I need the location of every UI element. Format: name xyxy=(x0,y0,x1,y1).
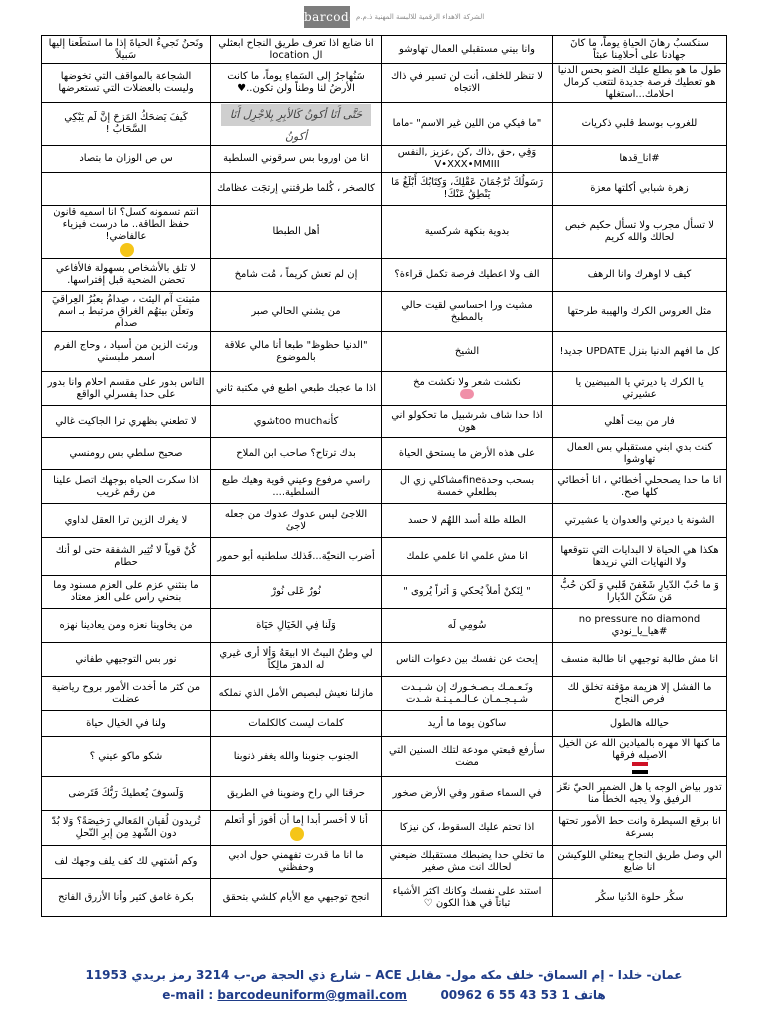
table-row xyxy=(42,777,727,811)
phone-number: 00962 6 55 43 53 1 xyxy=(440,988,570,1002)
phrase-text: الشونة يا ديرتي والعدوان يا عشيرتي xyxy=(564,514,715,526)
phrase-text: بدك ترتاح؟ صاحب ابن الملاح xyxy=(236,447,356,459)
phrase-cell xyxy=(382,173,553,206)
table-row xyxy=(42,206,727,259)
phrase-text: ما بنثني عزم على العزم مسنود وما بنحني راس على العز معتاد xyxy=(53,580,199,603)
footer-contact xyxy=(0,988,768,1002)
phrase-text: وَقِي ,حق ,ذاك ,كن ,عزيز ,النفس V•XXX•MMIII xyxy=(397,147,537,170)
table-row xyxy=(42,576,727,609)
phrase-cell xyxy=(382,406,553,438)
phrase-cell xyxy=(382,811,553,846)
table-row xyxy=(42,811,727,846)
phrase-cell xyxy=(42,438,211,470)
phrase-text: رَسَولُكَ تُرْجُمَانَ عَقْلِكَ، وَكِتَابُكَ أَبْلَغُ مَا يَنْطِقُ عَنْكَ! xyxy=(391,177,543,200)
phrase-cell xyxy=(211,504,382,538)
phrase-cell xyxy=(211,406,382,438)
table-row xyxy=(42,677,727,711)
table-row xyxy=(42,643,727,677)
table-row xyxy=(42,146,727,173)
phrase-cell xyxy=(211,103,382,146)
phrase-text: انا مش علمي انا علمي علمك xyxy=(406,550,528,562)
phrase-text: من يشني الحالي صبر xyxy=(251,305,341,317)
company-logo: barcode xyxy=(304,6,350,28)
phrase-text: بسحب وحدةfineمشاكلي زي ال بطلعلي خمسة xyxy=(399,474,535,498)
phrase-cell xyxy=(553,438,727,470)
phrase-text: لا تنظر للخلف، أنت لن تسير في ذاك الاتجاه xyxy=(390,71,544,94)
phrase-cell xyxy=(211,777,382,811)
phrase-text: انا ضايع اذا تعرف طريق النجاح ابعثلي ال location xyxy=(218,37,374,61)
phrase-text: no pressure no diamond #هيا_يا_نودي xyxy=(578,613,701,637)
phrase-text: مشيت ورا احساسي لقيت حالي بالمطبخ xyxy=(401,299,533,323)
table-row xyxy=(42,879,727,917)
footer-address: عمان- خلدا - إم السماق- خلف مكه مول- مقابل ACE – شارع ذي الحجة ص-ب 3214 رمز بريدي 11953 xyxy=(85,968,683,982)
email-link[interactable]: barcodeuniform@gmail.com xyxy=(217,988,408,1002)
phrase-text: أهل الطبطا xyxy=(272,226,320,237)
phrase-cell xyxy=(553,103,727,146)
phrase-cell xyxy=(211,879,382,917)
phrase-cell xyxy=(211,538,382,576)
phrase-text: كيف لا اوهرك وانا الرهف xyxy=(587,269,692,280)
smile-emoji-icon xyxy=(290,827,304,841)
phrase-cell xyxy=(382,259,553,292)
phrase-cell xyxy=(553,332,727,372)
phrase-cell xyxy=(382,576,553,609)
phrase-text: مثبتت آم اليئت ، صِدامُ يعبُرُ العِراقيَ وتعلَن بيتهُم الغراقِ مرتبط بـ اسم صدام xyxy=(51,293,201,329)
phrase-cell xyxy=(42,36,211,64)
phrase-text: كل ما افهم الدنيا بنزل UPDATE جديد! xyxy=(559,345,720,357)
phrase-text: لا تطعني بظهري ترا الجاكيت غالي xyxy=(55,415,197,427)
phrase-cell xyxy=(553,777,727,811)
table-row xyxy=(42,470,727,504)
phrase-text: حرقنا الي راح وضوينا في الطريق xyxy=(227,787,365,799)
phrase-text: انا ما حدا يصححلي أخطائي ، انا أخطائي كلها صح. xyxy=(557,474,722,498)
phrase-cell xyxy=(382,737,553,777)
phrase-text: نُورٌ عَلى نُورْ xyxy=(271,586,321,597)
phrase-text: وَ ما حُبّ الدّيارِ شَغَفنَ قَلبي وَ لَكن حُبُّ مَن سَكَنَ الدّيارا xyxy=(560,580,719,603)
phrase-text: س ص الوزان ما بتصاد xyxy=(79,153,173,164)
phrase-cell xyxy=(42,846,211,879)
phrase-cell xyxy=(42,538,211,576)
phrase-cell xyxy=(42,173,211,206)
table-row xyxy=(42,504,727,538)
phrase-cell xyxy=(211,438,382,470)
phrase-cell xyxy=(42,504,211,538)
phrase-text: اذا حدا شاف شرشبيل ما تحكولو اني هون xyxy=(391,409,543,433)
table-row xyxy=(42,173,727,206)
phrase-cell xyxy=(553,643,727,677)
table-row xyxy=(42,438,727,470)
phrase-text: الجنوب جنوبنا والله يغفر ذنوبنا xyxy=(233,750,359,762)
phrase-cell xyxy=(553,259,727,292)
phrase-text: من كثر ما أخدت الأمور بروح رياضية عضلت xyxy=(51,681,201,705)
phrase-cell xyxy=(42,103,211,146)
phrase-text: أضرب النحيّة...فَذلك سلطنيه أبو حمور xyxy=(217,550,375,562)
phrase-cell xyxy=(382,372,553,406)
phrase-text: طول ما هو بطلع عليك الضو بحس الدنيا هو تعطيك فرصة جديدة لتتعب كرمال احلامك...استغلها xyxy=(557,65,722,100)
phrase-text: سنكسبُ رهانَ الحياةِ يوماً، ما كانَ جهادنا على أحلامِنا عبثاً xyxy=(570,37,709,61)
phrase-cell xyxy=(42,470,211,504)
table-row xyxy=(42,846,727,879)
phrase-cell xyxy=(211,372,382,406)
phrase-text: " لِنَكنْ أملاً يُحكي وَ أثراً يُروى " xyxy=(403,586,531,597)
flag-icon xyxy=(632,762,648,774)
phrase-text: سأرفع قبعتي مودعة لتلك السنين التي مضت xyxy=(389,744,545,768)
phrase-text: استند على نفسك وكانك اكثر الأشياء ثباتاً في هذا الكون ♡ xyxy=(392,885,542,909)
phrase-cell xyxy=(42,372,211,406)
table-row xyxy=(42,372,727,406)
phrase-text: الشيخ xyxy=(454,345,480,357)
phrase-text: كَيفَ يَضحَكُ المَزحَ إنَّ لَم يَبْكِي السَّحَابُ ! xyxy=(64,112,188,135)
phrase-text: بدوية بنكهة شركسية xyxy=(424,226,510,237)
phrase-text: "ما فيكي من اللين غير الاسم" -ماما xyxy=(392,118,542,129)
phrase-cell xyxy=(553,372,727,406)
phrase-cell xyxy=(211,846,382,879)
phrase-cell xyxy=(553,504,727,538)
phrase-cell xyxy=(553,470,727,504)
phrase-cell xyxy=(382,879,553,917)
phrase-cell xyxy=(382,677,553,711)
table-row xyxy=(42,259,727,292)
phrase-cell xyxy=(382,103,553,146)
phrase-cell xyxy=(553,711,727,737)
brain-icon xyxy=(460,389,474,399)
phrase-text: وانا بيني مستقبلي العمال تهاوشو xyxy=(399,43,535,55)
table-row xyxy=(42,64,727,103)
phrase-text: على هذه الأرض ما يستحق الحياة xyxy=(398,447,536,459)
phrase-text: لا يغرك الزين ترا العقل لداوي xyxy=(64,514,188,526)
phrase-cell xyxy=(553,538,727,576)
phrase-text: الف ولا اعطيك فرصة تكمل قراءة؟ xyxy=(394,269,540,280)
phrase-text: انتم تسمونه كسل؟ انا اسميه قانون حفظ الطاقة.. ما درست فيزياء عالفاضي! xyxy=(53,207,199,242)
phrase-text: كُنْ قوياً لا تُثِير الشفقة حتى لو أنك حطام xyxy=(55,544,197,568)
phrase-cell xyxy=(553,206,727,259)
phrase-cell xyxy=(42,406,211,438)
phrase-cell xyxy=(553,609,727,643)
phrase-text: اذا ما عجبك طبعي اطبع في مكتبة ثاني xyxy=(215,382,377,394)
phrase-text: الناس بدور على مقسم احلام وانا بدور على حدا يفسرلي الواقع xyxy=(47,376,205,400)
phrase-text: انا برقع السيطرة وانت حط الأمور تحتها بسرعة xyxy=(558,816,721,839)
phrase-cell xyxy=(382,64,553,103)
phrase-cell xyxy=(42,609,211,643)
phrase-text: سكُر حلوة الدُنيا سكُر xyxy=(595,891,684,903)
phrase-text: في السماء صقور وفي الأرض صخور xyxy=(392,787,542,799)
phrase-cell xyxy=(211,332,382,372)
phrases-table xyxy=(41,35,727,917)
phrase-cell xyxy=(382,504,553,538)
page-header xyxy=(0,0,768,34)
table-row xyxy=(42,36,727,64)
phrase-cell xyxy=(553,576,727,609)
table-row xyxy=(42,292,727,332)
phrase-cell xyxy=(211,64,382,103)
phrase-cell xyxy=(382,146,553,173)
phrase-cell xyxy=(42,677,211,711)
phrase-text: يا الكرك يا ديرتي يا المبيضين يا عشيرتي xyxy=(575,376,704,400)
phrase-text: سَنُهاجرُ إلى السَماءِ يوماً، ما كانت الأرضُ لنا وطناً ولن تكون..♥ xyxy=(227,71,365,94)
phrase-cell xyxy=(211,711,382,737)
phrase-cell xyxy=(42,259,211,292)
phrase-text: زهرة شبابي أكلتها معزة xyxy=(590,183,689,194)
phrase-text: مازلنا نعيش لبصيص الأمل الذي نملكه xyxy=(218,687,374,699)
phrase-text: كأنهtoo muchشوي xyxy=(253,415,339,427)
phrase-cell xyxy=(382,206,553,259)
phrase-text: وكم أشتهي لك كف يلف وجهك لف xyxy=(54,856,198,867)
phrase-cell xyxy=(553,64,727,103)
phrase-text: هكذا هي الحياة لا البدايات التي نتوقعها ولا النهايات التي نريدها xyxy=(560,544,719,568)
phrase-cell xyxy=(553,36,727,64)
phrase-text: كنت بدي ابني مستقبلي بس العمال تهاوشوا xyxy=(566,441,713,465)
phrase-cell xyxy=(211,737,382,777)
phrase-text: سُومِي لَه xyxy=(447,619,487,631)
phrase-cell xyxy=(382,609,553,643)
phrase-cell xyxy=(42,292,211,332)
phrase-cell xyxy=(553,292,727,332)
company-name: الشركة الاهداء الرقمية للالبسة المهنية ذ.م.م xyxy=(356,13,485,21)
phrase-cell xyxy=(211,576,382,609)
phrase-cell xyxy=(211,259,382,292)
table-row xyxy=(42,538,727,576)
phrase-cell xyxy=(211,643,382,677)
email-label: e-mail : xyxy=(162,988,214,1002)
phrase-cell xyxy=(211,677,382,711)
phrase-cell xyxy=(553,406,727,438)
phrase-text: إن لم تعش كريماً ، مُت شامخ xyxy=(234,269,358,280)
phrase-cell xyxy=(382,846,553,879)
phrase-text: ساكون يوما ما أريد xyxy=(427,717,507,729)
phrase-cell xyxy=(382,292,553,332)
phrase-cell xyxy=(42,206,211,259)
phrase-text: وَلَسوفَ يُعطيكَ رَبُّكَ فَتَرضى xyxy=(68,787,184,799)
phrase-cell xyxy=(42,643,211,677)
phrase-cell xyxy=(382,538,553,576)
table-row xyxy=(42,332,727,372)
phrase-cell xyxy=(553,879,727,917)
phrase-text: نكشت شعر ولا نكشت مخ xyxy=(413,376,521,388)
phrase-cell xyxy=(553,737,727,777)
phrase-cell xyxy=(382,332,553,372)
phrase-text: ونَحنُ نَجيءُ الحياةَ إذا ما استطَعنا إليها سَبيلاً xyxy=(48,37,204,61)
phrase-text: إبحث عن نفسك بين دعوات الناس xyxy=(396,653,538,665)
phrase-cell xyxy=(382,777,553,811)
table-row xyxy=(42,711,727,737)
phrase-text: انا من اوروبا بس سرقوني السلطية xyxy=(223,153,369,164)
phrase-cell xyxy=(211,811,382,846)
phrase-text: حيالله هالطول xyxy=(609,717,670,729)
phrase-text: فار من بيت أهلي xyxy=(604,415,675,427)
phrase-cell xyxy=(211,470,382,504)
phrase-text: الطلة طلة أسد اللهُم لا حسد xyxy=(407,514,527,526)
phrase-cell xyxy=(211,206,382,259)
phrase-cell xyxy=(42,576,211,609)
table-row xyxy=(42,103,727,146)
phrase-text: راسي مرفوع وعيني قوية وهيك طبع السلطية.... xyxy=(221,474,371,498)
phrase-cell xyxy=(382,36,553,64)
phrase-cell xyxy=(553,846,727,879)
phrase-text: ما كنها الا مهره بالميادين الله عن الخيل الاصيله فرقها xyxy=(558,738,721,761)
table-row xyxy=(42,406,727,438)
phrase-text: شكو ماكو عيني ؟ xyxy=(89,750,163,762)
phrase-text: لا تلق بالأشخاص بسهولة فالأفاعي تحضن الضحية قبل إفتراسها. xyxy=(56,263,196,286)
phrase-text: تدور بياض الوجه يا هل الضمير الحيّ نعّز الرفيق ولا يجيه الخطأ منا xyxy=(557,781,722,805)
phrase-cell xyxy=(211,609,382,643)
phrase-cell xyxy=(382,643,553,677)
phrase-text: "الدنيا حظوظ" طبعا أنا مالي علاقة بالموضوع xyxy=(224,339,368,363)
phrase-text: ما انا ما قدرت تفهمني حول ادبي وحفظني xyxy=(228,850,364,873)
phrase-cell xyxy=(211,36,382,64)
smile-emoji-icon xyxy=(120,243,134,257)
phrase-cell xyxy=(42,332,211,372)
phrase-text: #انا_قدها xyxy=(619,153,660,164)
phrase-cell xyxy=(553,173,727,206)
phrase-text: كلمات ليست كالكلمات xyxy=(248,717,344,729)
phrase-cell xyxy=(42,146,211,173)
phrase-cell xyxy=(42,711,211,737)
phrase-cell xyxy=(42,777,211,811)
phrase-text: صحيح سلطي بس رومنسي xyxy=(69,447,183,459)
phrase-cell xyxy=(42,737,211,777)
phrase-cell xyxy=(211,173,382,206)
calligraphy-image: حَتَّى أَنَا أكونُ كَالأبِرِ بِلاجْرِل أَنَا أكونُ xyxy=(221,104,371,126)
phrase-text: ولنا في الخيال حياة xyxy=(86,717,166,729)
phrase-text: أنا لا أخسر أبدا إما أن أفوز أو أتعلم xyxy=(224,815,368,826)
phrase-text: لا تسأل مجرب ولا تسأل حكيم خبص لحالك والله كريم xyxy=(565,220,714,243)
phrase-cell xyxy=(382,711,553,737)
phrase-cell xyxy=(553,146,727,173)
phrase-text: انجح توجيهي مع الأيام كلشي بتحقق xyxy=(222,891,370,903)
table-row xyxy=(42,609,727,643)
phrase-cell xyxy=(382,470,553,504)
phrase-text: من يخاوينا نعزه ومن يعادينا نهزه xyxy=(59,619,193,631)
phrase-text: ونَـعـمـك بـصـخـورك إن شـبـدت شـيـجـمـان عـالـمـيـتـة شـدت xyxy=(401,681,533,705)
phrase-text: الي وصل طريق النجاح يبعثلي اللوكيشن انا ضايع xyxy=(557,850,722,873)
phrase-text: مثل العروس الكرك والهيبة طرحتها xyxy=(567,305,712,317)
phrase-text: اللاجئ ليس عدوك عدوك من جعله لاجئ xyxy=(224,508,368,532)
phone-label: هاتف xyxy=(574,988,606,1002)
phrase-cell xyxy=(211,292,382,332)
phrase-cell xyxy=(382,438,553,470)
phrase-text: اذا تحتم عليك السقوط، كن نيزكا xyxy=(399,822,535,833)
phrase-text: اذا سكرت الحياه بوجهك اتصل علينا من رقم غريب xyxy=(53,474,199,498)
phrase-text: كالصخر ، كُلما طرقتني إرتجَت عظامك xyxy=(217,183,375,194)
phrase-cell xyxy=(42,64,211,103)
phrase-cell xyxy=(553,811,727,846)
table-row xyxy=(42,737,727,777)
phrase-cell xyxy=(553,677,727,711)
phrase-text: بكرة غامق كثير وأنا الأزرق الفاتح xyxy=(58,891,194,903)
phrase-text: ما الفشل إلا هزيمة مؤقتة تخلق لك فرص النجاح xyxy=(567,681,712,705)
phrase-text: ورثت الزين من أسياد ، وحاج الفرم اسمر ملبسني xyxy=(53,339,199,363)
phrase-cell xyxy=(42,811,211,846)
phrase-text: للغروب بوسط قلبي ذكريات xyxy=(581,118,698,129)
phrase-text: الشجاعة بالمواقف التي تخوضها وليست بالعضلات التي تستعرضها xyxy=(58,71,194,94)
phrase-text: تُريدون لُقيان المَعالي رَخيصَةً؟ وَلا بُدّ دون الشّهدِ مِن إبرِ النّحلِ xyxy=(51,816,201,839)
phrase-cell xyxy=(42,879,211,917)
phrase-cell xyxy=(211,146,382,173)
phrase-text: ما تخلي حدا يضبطك مستقبلك ضيعني لحالك انت مش صغير xyxy=(389,850,545,873)
phrase-text: انا مش طالبة توجيهي انا طالبة منسف xyxy=(561,653,718,665)
phrase-text: نور بس التوجيهي طفاني xyxy=(75,653,177,665)
phrase-text: لي وطنُ البيتُ الا ابيعَهُ وَألا أرى غيري له الدهرَ مالِكاً xyxy=(219,647,373,671)
phrase-text: وَلَنا فِي الخَيَالِ حَيَاة xyxy=(256,619,336,631)
